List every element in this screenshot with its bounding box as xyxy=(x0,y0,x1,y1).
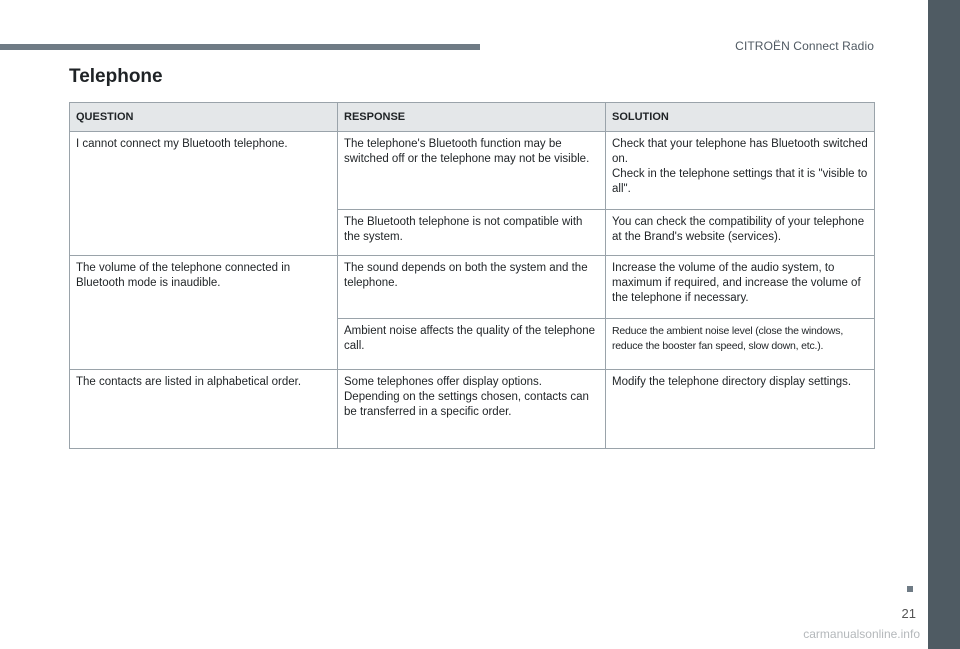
response-cell: The sound depends on both the system and the telephone. xyxy=(338,256,606,319)
table-row xyxy=(70,256,875,319)
response-cell: Some telephones offer display options. Depending on the settings chosen, contacts can be transferred in a specific order. xyxy=(338,370,606,449)
troubleshooting-table xyxy=(69,102,875,449)
header-rule xyxy=(0,44,480,50)
response-cell: Ambient noise affects the quality of the telephone call. xyxy=(338,319,606,370)
page-title: Telephone xyxy=(69,66,163,87)
solution-cell xyxy=(606,132,875,210)
response-cell: The Bluetooth telephone is not compatible with the system. xyxy=(338,210,606,256)
column-header-response: RESPONSE xyxy=(338,103,606,132)
question-cell: The volume of the telephone connected in Bluetooth mode is inaudible. xyxy=(70,256,338,370)
solution-line: Check that your telephone has Bluetooth switched on. xyxy=(612,138,868,165)
question-cell: The contacts are listed in alphabetical order. xyxy=(70,370,338,449)
page-number: 21 xyxy=(901,606,916,621)
solution-line: Check in the telephone settings that it is "visible to all". xyxy=(612,168,868,195)
solution-cell: Reduce the ambient noise level (close the windows, reduce the booster fan speed, slow down, etc.). xyxy=(606,319,875,370)
solution-cell: You can check the compatibility of your telephone at the Brand's website (services). xyxy=(606,210,875,256)
page-edge-band xyxy=(928,0,960,649)
header-brand: CITROËN Connect Radio xyxy=(735,39,874,53)
column-header-question: QUESTION xyxy=(70,103,338,132)
table-header-row xyxy=(70,103,875,132)
watermark: carmanualsonline.info xyxy=(803,627,920,641)
response-cell: The telephone's Bluetooth function may be switched off or the telephone may not be visible. xyxy=(338,132,606,210)
table-row xyxy=(70,132,875,210)
page-marker xyxy=(907,586,913,592)
question-cell: I cannot connect my Bluetooth telephone. xyxy=(70,132,338,256)
solution-cell: Modify the telephone directory display settings. xyxy=(606,370,875,449)
column-header-solution: SOLUTION xyxy=(606,103,875,132)
solution-cell: Increase the volume of the audio system, to maximum if required, and increase the volume of the telephone if necessary. xyxy=(606,256,875,319)
table-row xyxy=(70,370,875,449)
